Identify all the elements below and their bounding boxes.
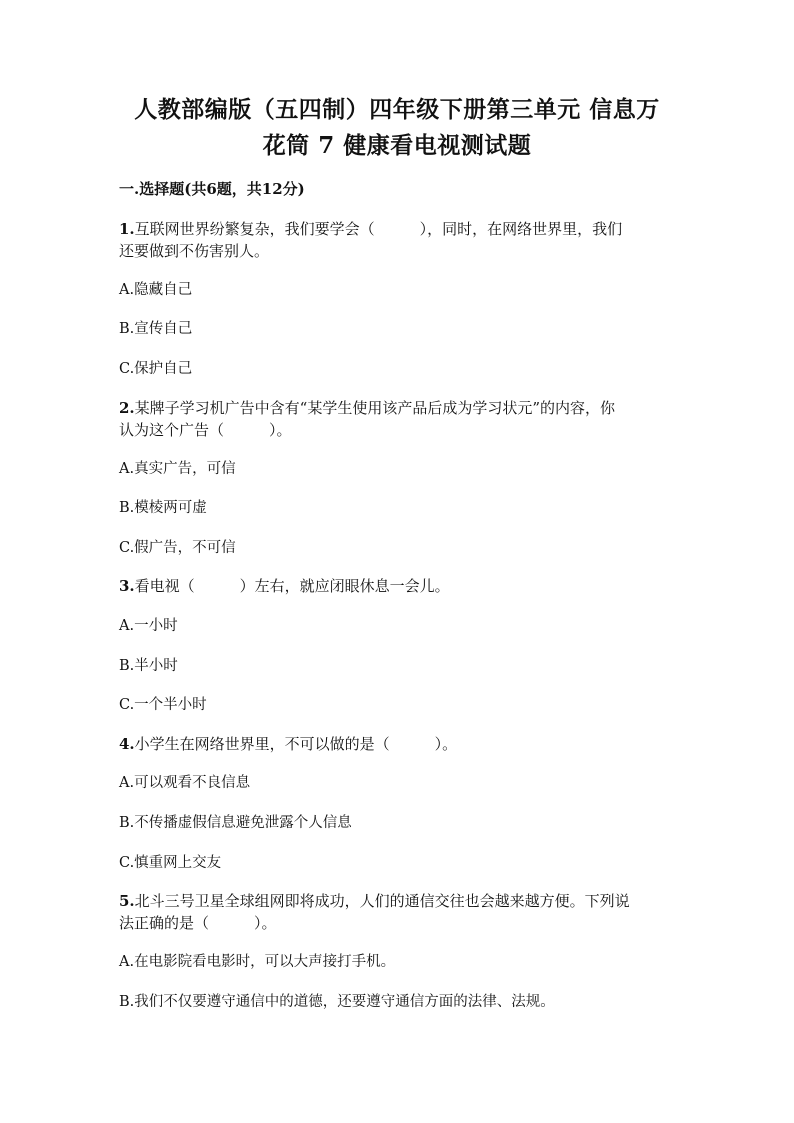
question-1-stem bbox=[119, 218, 622, 240]
question-stem-line: 某牌子学习机广告中含有“某学生使用该产品后成为学习状元”的内容，你 bbox=[134, 399, 616, 417]
question-2-option-a: A.真实广告，可信 bbox=[119, 461, 236, 477]
question-number: 2. bbox=[119, 399, 135, 417]
question-2-option-b: B.模棱两可虚 bbox=[119, 500, 207, 516]
question-3-option-c: C.一个半小时 bbox=[119, 697, 207, 713]
question-stem-line: 北斗三号卫星全球组网即将成功，人们的通信交往也会越来越方便。下列说 bbox=[134, 892, 630, 910]
question-4-option-a: A.可以观看不良信息 bbox=[119, 775, 251, 791]
question-2-stem-continued: 认为这个广告（ ）。 bbox=[119, 421, 292, 439]
question-stem-line: 小学生在网络世界里，不可以做的是（ ）。 bbox=[134, 735, 458, 753]
question-5-option-b: B.我们不仅要遵守通信中的道德，还要遵守通信方面的法律、法规。 bbox=[119, 994, 555, 1010]
question-4-stem bbox=[119, 733, 457, 755]
question-5-stem bbox=[119, 890, 630, 912]
question-number: 1. bbox=[119, 220, 135, 238]
question-4-option-c: C.慎重网上交友 bbox=[119, 855, 222, 871]
question-number: 4. bbox=[119, 735, 135, 753]
title-line-1: 人教部编版（五四制）四年级下册第三单元 信息万 bbox=[134, 96, 660, 123]
question-3-option-b: B.半小时 bbox=[119, 658, 178, 674]
question-5-option-a: A.在电影院看电影时，可以大声接打手机。 bbox=[119, 954, 396, 970]
question-2-option-c: C.假广告，不可信 bbox=[119, 540, 236, 556]
question-1-stem-continued: 还要做到不伤害别人。 bbox=[119, 242, 270, 260]
title-line-2: 花筒 7 健康看电视测试题 bbox=[262, 132, 532, 159]
question-stem-line: 互联网世界纷繁复杂，我们要学会（ ），同时，在网络世界里，我们 bbox=[134, 220, 623, 238]
question-1-option-c: C.保护自己 bbox=[119, 361, 193, 377]
question-4-option-b: B.不传播虚假信息避免泄露个人信息 bbox=[119, 815, 352, 831]
section-heading: 一.选择题(共6题，共12分) bbox=[119, 180, 305, 198]
question-1-option-a: A.隐藏自己 bbox=[119, 282, 193, 298]
question-number: 5. bbox=[119, 892, 135, 910]
question-3-stem bbox=[119, 575, 450, 597]
question-3-option-a: A.一小时 bbox=[119, 618, 178, 634]
question-5-stem-continued: 法正确的是（ ）。 bbox=[119, 914, 277, 932]
question-2-stem bbox=[119, 397, 615, 419]
question-stem-line: 看电视（ ）左右，就应闭眼休息一会儿。 bbox=[134, 577, 450, 595]
document-title bbox=[100, 92, 694, 164]
question-1-option-b: B.宣传自己 bbox=[119, 321, 193, 337]
question-number: 3. bbox=[119, 577, 135, 595]
